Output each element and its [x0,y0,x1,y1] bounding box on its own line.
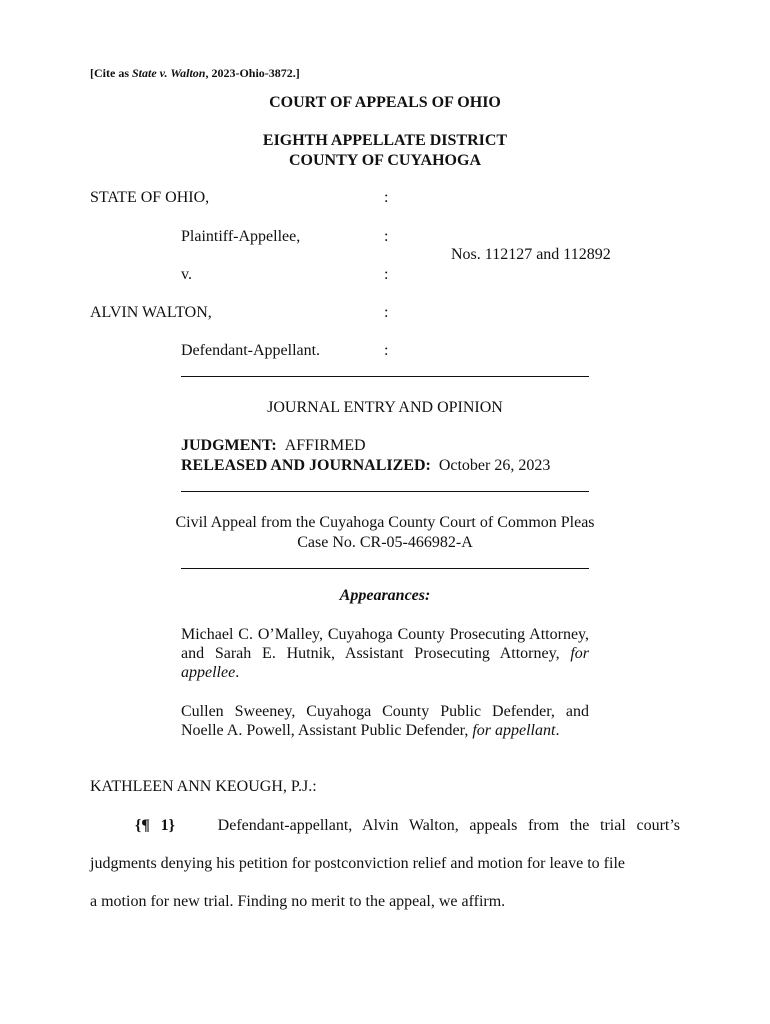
caption-colon: : [384,342,389,359]
entry-title: JOURNAL ENTRY AND OPINION [267,399,503,416]
opinion-line-1 [90,817,680,835]
appellant-counsel-text: Cullen Sweeney, Cuyahoga County Public Defender, and Noelle A. Powell, Assistant Public Defender, [181,703,589,739]
divider-line [181,376,589,377]
appellee-counsel-text: Michael C. O’Malley, Cuyahoga County Prosecuting Attorney, and Sarah E. Hutnik, Assistant Prosecuting Attorney, [181,626,589,662]
appellee-for: for appellee [181,645,589,681]
opinion-line-2: judgments denying his petition for postconviction relief and motion for leave to file [90,855,625,872]
defendant-role: Defendant-Appellant. [181,342,321,359]
caption-colon: : [384,228,389,245]
appeal-source: Civil Appeal from the Cuyahoga County Court of Common Pleas [175,514,595,531]
appellee-end: . [235,664,240,681]
caption-colon: : [384,189,389,206]
appeal-case-number: Case No. CR-05-466982-A [297,534,473,551]
versus: v. [181,266,192,283]
court-district: EIGHTH APPELLATE DISTRICT [262,132,508,149]
plaintiff-role: Plaintiff-Appellee, [181,228,301,245]
divider-line [181,491,589,492]
opinion-line-3: a motion for new trial. Finding no merit to the appeal, we affirm. [90,893,506,910]
appellant-end: . [555,722,560,739]
citation [90,66,300,81]
appellee-counsel [181,625,589,682]
appellant-for: for appellant [472,722,556,739]
judgment-label: JUDGMENT: [181,437,277,454]
released-line [181,457,550,475]
judgment-line [181,437,366,455]
citation-case: State v. Walton [132,66,206,80]
court-county: COUNTY OF CUYAHOGA [288,152,481,169]
court-name: COURT OF APPEALS OF OHIO [269,94,501,111]
caption-colon: : [384,304,389,321]
appearances-heading: Appearances: [339,587,431,604]
paragraph-mark: {¶ 1} [135,817,175,834]
appellant-counsel [181,702,589,740]
judgment-value: AFFIRMED [284,437,366,454]
citation-suffix: , 2023-Ohio-3872.] [205,66,300,80]
plaintiff-name: STATE OF OHIO, [90,189,210,206]
caption-colon: : [384,266,389,283]
released-label: RELEASED AND JOURNALIZED: [181,457,431,474]
divider-line [181,568,589,569]
citation-prefix: [Cite as [90,66,132,80]
defendant-name: ALVIN WALTON, [90,304,212,321]
opinion-line-1-text: Defendant-appellant, Alvin Walton, appeals from the trial court’s [217,817,681,834]
released-value: October 26, 2023 [438,457,551,474]
case-numbers: Nos. 112127 and 112892 [451,246,611,263]
opinion-author: KATHLEEN ANN KEOUGH, P.J.: [90,778,317,795]
